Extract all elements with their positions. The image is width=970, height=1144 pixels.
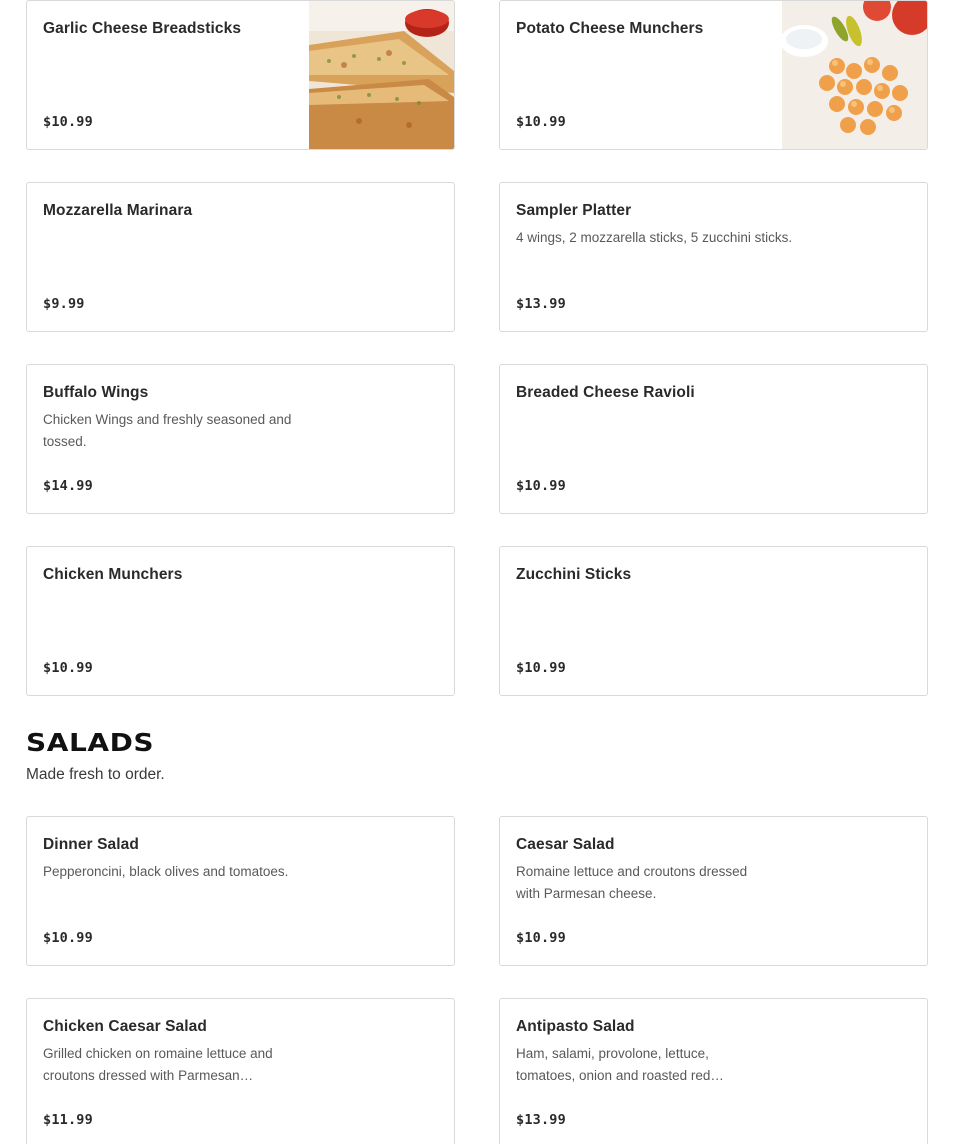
item-name: Buffalo Wings — [43, 384, 149, 401]
item-description: 4 wings, 2 mozzarella sticks, 5 zucchini sticks. — [516, 230, 793, 245]
menu-item-card[interactable] — [499, 182, 928, 332]
item-name: Chicken Caesar Salad — [43, 1018, 207, 1035]
item-price: $10.99 — [516, 114, 566, 130]
section-subtitle: Made fresh to order. — [26, 766, 165, 783]
item-description: Ham, salami, provolone, lettuce, tomatoes, onion and roasted red… — [516, 1046, 724, 1083]
item-description: Chicken Wings and freshly seasoned and tossed. — [43, 412, 292, 449]
menu-item-card[interactable] — [26, 998, 455, 1144]
section-title: SALADS — [26, 728, 155, 757]
menu-item-card[interactable] — [26, 0, 455, 150]
item-name: Antipasto Salad — [516, 1018, 635, 1035]
item-name: Sampler Platter — [516, 202, 632, 219]
menu-item-card[interactable] — [499, 364, 928, 514]
item-name: Breaded Cheese Ravioli — [516, 384, 695, 401]
item-price: $10.99 — [43, 114, 93, 130]
item-name: Zucchini Sticks — [516, 566, 632, 583]
item-name: Mozzarella Marinara — [43, 202, 193, 219]
salads-section-header — [26, 726, 165, 784]
item-price: $13.99 — [516, 1112, 566, 1128]
item-price: $13.99 — [516, 296, 566, 312]
menu-item-card[interactable] — [26, 364, 455, 514]
item-name: Caesar Salad — [516, 836, 615, 853]
menu-item-card[interactable] — [499, 816, 928, 966]
item-name: Potato Cheese Munchers — [516, 20, 704, 37]
menu-item-card[interactable] — [26, 182, 455, 332]
menu-item-card[interactable] — [499, 998, 928, 1144]
item-price: $10.99 — [516, 478, 566, 494]
item-price: $10.99 — [43, 660, 93, 676]
salads-grid — [26, 816, 928, 1144]
item-description: Grilled chicken on romaine lettuce and croutons dressed with Parmesan… — [43, 1046, 273, 1083]
item-description: Romaine lettuce and croutons dressed with Parmesan cheese. — [516, 864, 748, 901]
munchers-photo — [782, 1, 927, 149]
breadsticks-photo — [309, 1, 454, 149]
menu-item-card[interactable] — [26, 546, 455, 696]
menu-item-card[interactable] — [499, 0, 928, 150]
item-description: Pepperoncini, black olives and tomatoes. — [43, 864, 289, 879]
item-name: Dinner Salad — [43, 836, 139, 853]
item-price: $10.99 — [43, 930, 93, 946]
item-price: $10.99 — [516, 660, 566, 676]
item-price: $14.99 — [43, 478, 93, 494]
menu-item-card[interactable] — [26, 816, 455, 966]
item-price: $10.99 — [516, 930, 566, 946]
item-price: $9.99 — [43, 296, 85, 312]
item-name: Chicken Munchers — [43, 566, 183, 583]
item-name: Garlic Cheese Breadsticks — [43, 20, 242, 37]
menu-item-card[interactable] — [499, 546, 928, 696]
item-price: $11.99 — [43, 1112, 93, 1128]
appetizers-grid — [26, 0, 928, 696]
